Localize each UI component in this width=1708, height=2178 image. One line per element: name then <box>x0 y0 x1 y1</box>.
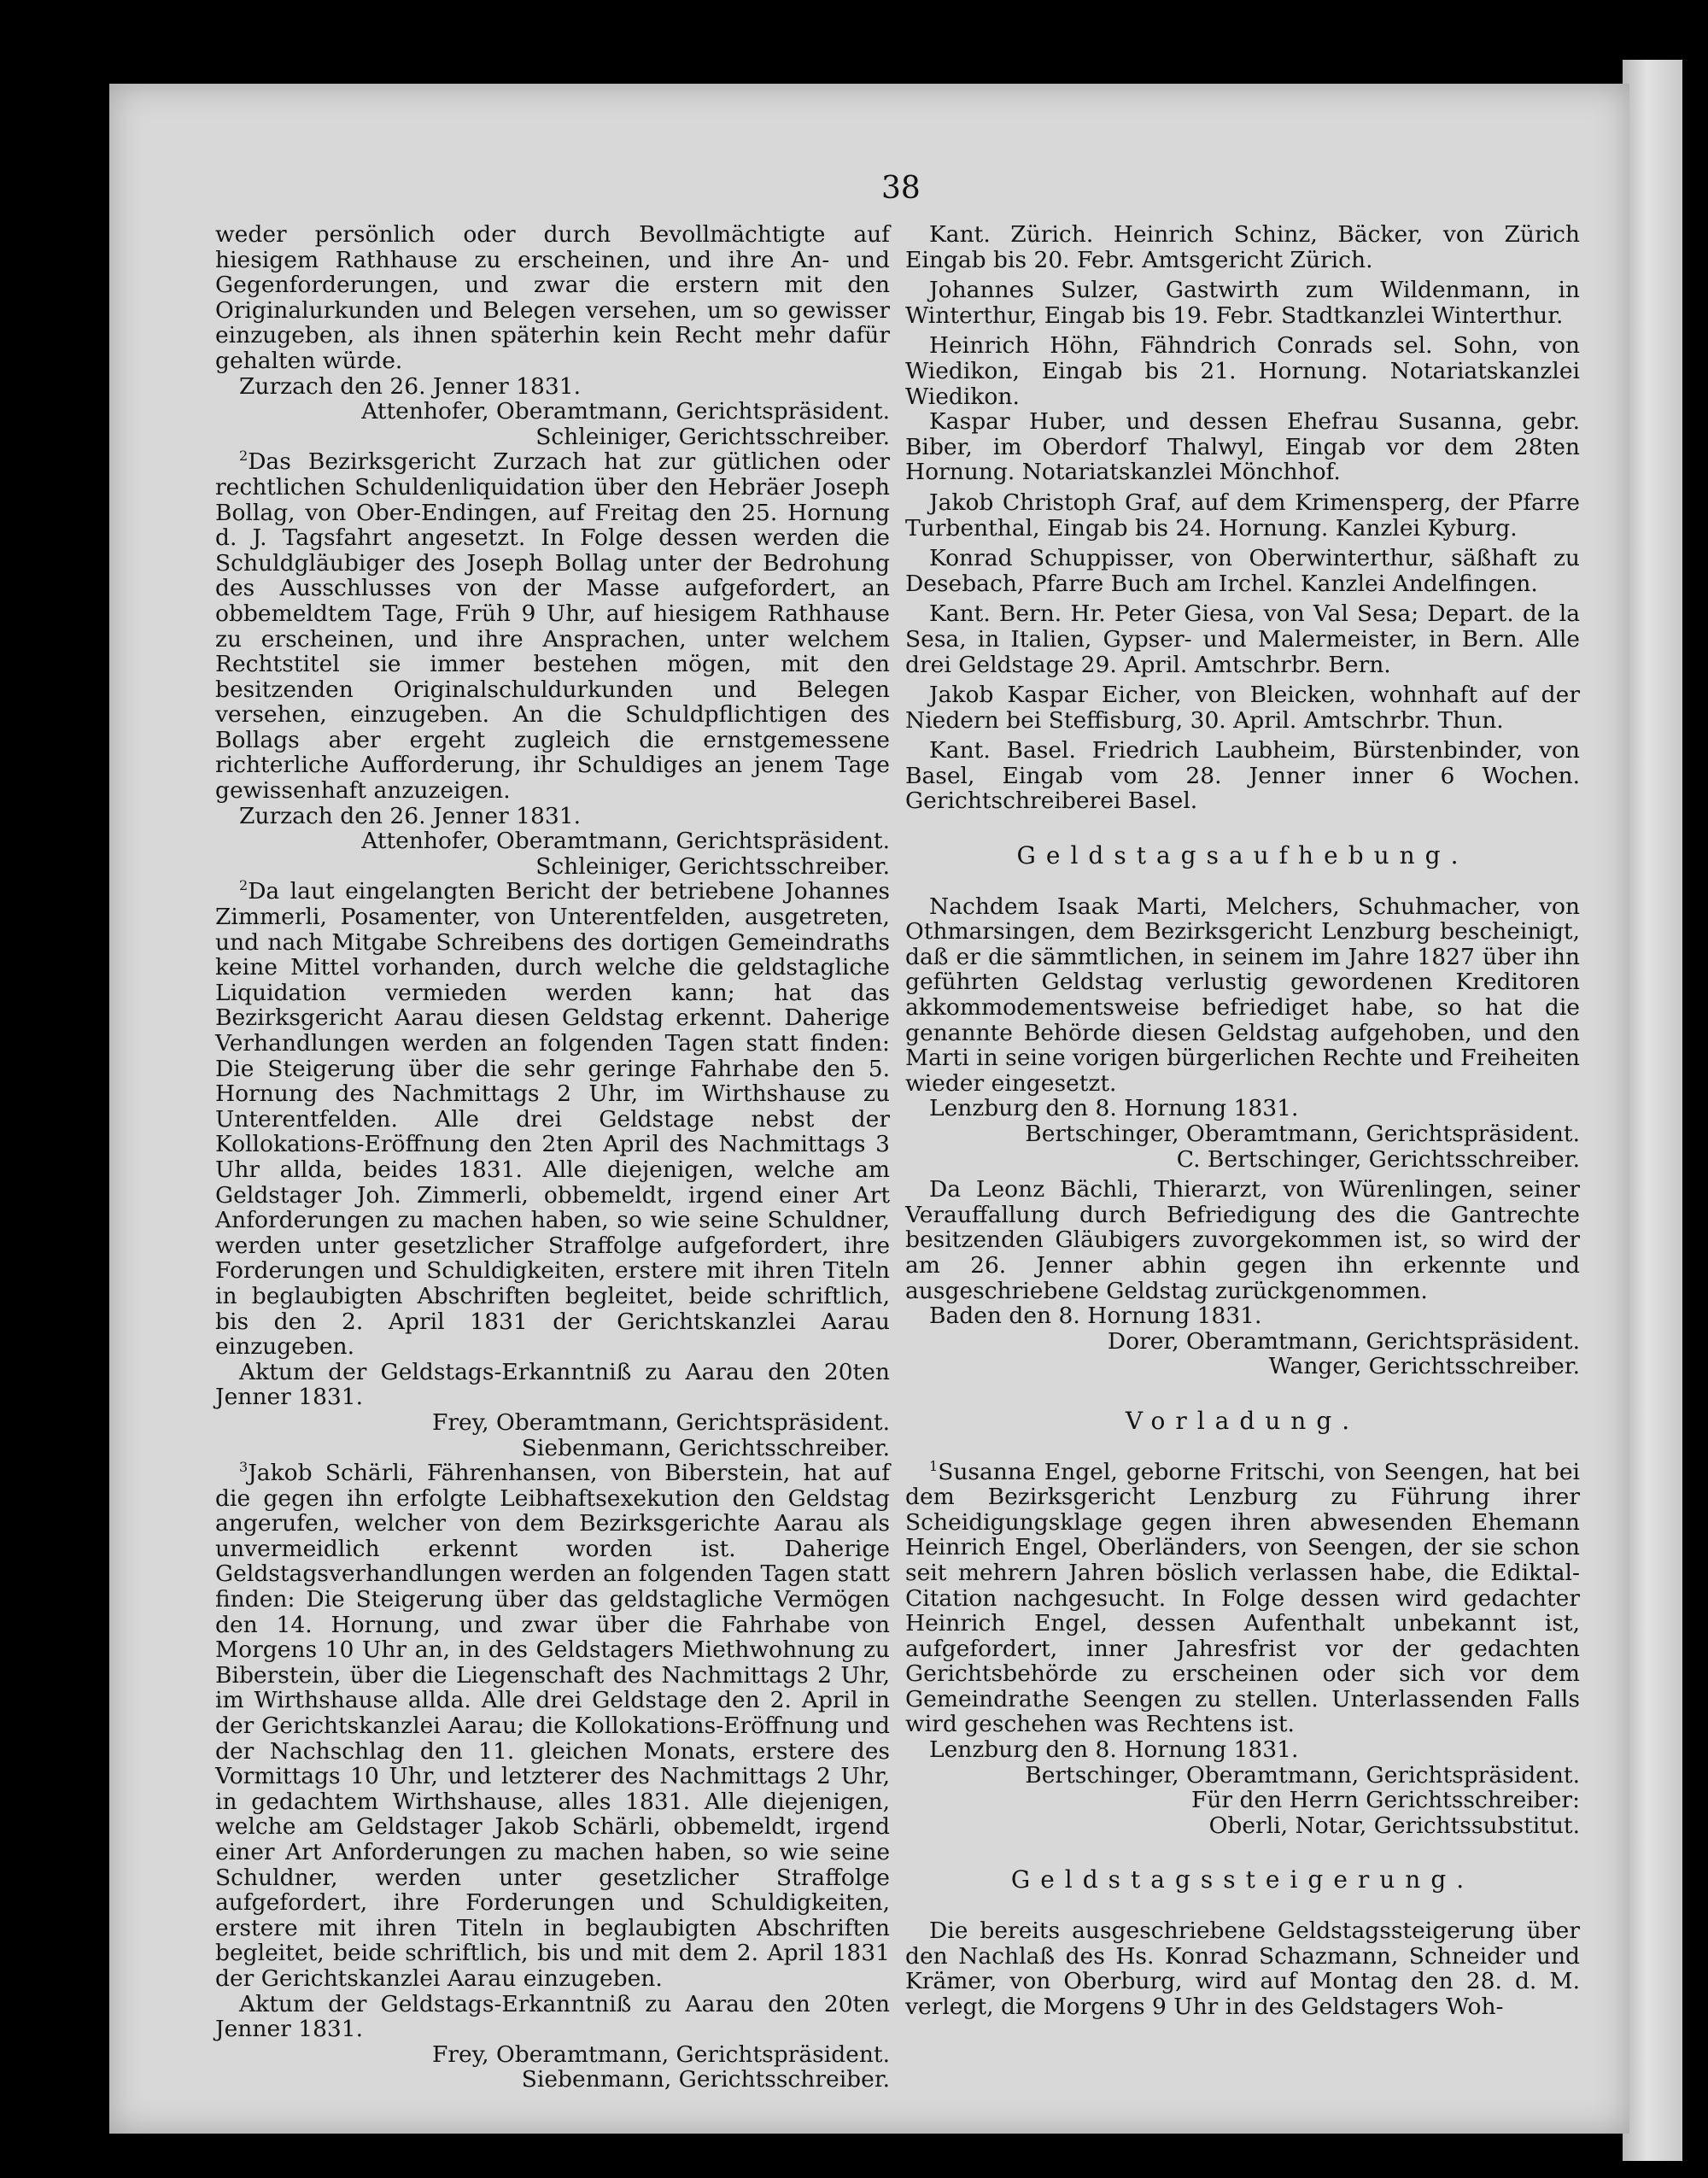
text: Aktum der Geldstags-Erkanntniß zu Aarau den 20ten Jenner 1831. <box>215 1990 890 2043</box>
text: Frey, Oberamtmann, Gerichtspräsident. <box>431 1408 890 1436</box>
text: Wanger, Gerichtsschreiber. <box>1268 1353 1580 1380</box>
notice-paragraph <box>905 1457 1580 1738</box>
notice-paragraph <box>215 449 890 803</box>
notice-signature <box>215 1410 890 1436</box>
page-number: 38 <box>881 171 921 206</box>
notice-signature <box>905 1329 1580 1355</box>
text: Kant. Bern. Hr. Peter Giesa, von Val Sesa; Depart. de la Sesa, in Italien, Gypser- und Malermeister, in Bern. Alle drei Geldstage 29. April. Amtschrbr. Bern. <box>905 600 1580 678</box>
notice-signature <box>905 1147 1580 1173</box>
notice-paragraph <box>905 601 1580 677</box>
notice-paragraph <box>905 222 1580 272</box>
text: Attenhofer, Oberamtmann, Gerichtspräsident. <box>361 828 890 855</box>
notice-paragraph <box>905 682 1580 733</box>
text: Bertschinger, Oberamtmann, Gerichtspräsident. <box>1025 1121 1580 1147</box>
section-heading <box>905 1408 1580 1434</box>
notice-signature <box>905 1788 1580 1813</box>
text: Susanna Engel, geborne Fritschi, von Seengen, hat bei dem Bezirksgericht Lenzburg zu Führung ihrer Scheidigungsklage gegen ihren abwesenden Ehemann Heinrich Engel, Oberländers, von Seengen, der sie schon seit mehrern Jahren böslich verlassen habe, die Ediktal-Citation nachgesucht. In Folge dessen wird gedachter Heinrich Engel, dessen Aufenthalt unbekannt ist, aufgefordert, inner Jahresfrist vor der gedachten Gerichtsbehörde zu erscheinen oder sich vor dem Gemeindrathe Seengen zu stellen. Unterlassenden Falls wird geschehen was Rechtens ist. <box>905 1458 1580 1738</box>
notice-paragraph <box>905 546 1580 596</box>
notice-paragraph <box>215 1461 890 1991</box>
notice-dateline <box>215 804 890 829</box>
text: Vorladung. <box>1125 1406 1360 1435</box>
text: Johannes Sulzer, Gastwirth zum Wildenmann, in Winterthur, Eingab bis 19. Febr. Stadtkanzlei Winterthur. <box>905 277 1580 329</box>
notice-signature <box>215 1436 890 1461</box>
notice-dateline <box>215 1360 890 1410</box>
notice-dateline <box>215 374 890 400</box>
notice-dateline <box>215 1992 890 2042</box>
text: Zurzach den 26. Jenner 1831. <box>239 802 582 829</box>
text: Siebenmann, Gerichtsschreiber. <box>521 1434 890 1461</box>
text: Das Bezirksgericht Zurzach hat zur gütlichen oder rechtlichen Schuldenliquidation über den Hebräer Joseph Bollag, von Ober-Endingen, auf Freitag den 25. Hornung d. J. Tagsfahrt angesetzt. In Folge dessen werden die Schuldgläubiger des Joseph Bollag unter der Bedrohung des Ausschlusses von der Masse aufgefordert, an obbemeldtem Tage, Früh 9 Uhr, auf hiesigem Rathhause zu erscheinen, und ihre Ansprachen, unter welchem Rechtstitel sie immer bestehen mögen, mit den besitzenden Originalschuldurkunden und Belegen versehen, einzugeben. An die Schuldpflichtigen des Bollags aber ergeht zugleich die ernstgemessene richterliche Aufforderung, ihr Schuldiges an jenem Tage gewissenhaft anzuzeigen. <box>215 448 890 805</box>
text: Schleiniger, Gerichtsschreiber. <box>535 423 890 450</box>
notice-signature <box>905 1354 1580 1379</box>
text: Siebenmann, Gerichtsschreiber. <box>521 2066 890 2093</box>
notice-signature <box>215 2042 890 2068</box>
footnote-marker: 2 <box>239 877 249 894</box>
left-column <box>215 222 890 2093</box>
notice-signature <box>215 2067 890 2093</box>
text: Jakob Kaspar Eicher, von Bleicken, wohnhaft auf der Niedern bei Steffisburg, 30. April. Amtschrbr. Thun. <box>905 682 1580 734</box>
text: Kant. Zürich. Heinrich Schinz, Bäcker, von Zürich Eingab bis 20. Febr. Amtsgericht Zürich. <box>905 221 1580 273</box>
notice-signature <box>215 854 890 880</box>
text: Für den Herrn Gerichtsschreiber: <box>1190 1787 1580 1814</box>
notice-paragraph <box>905 1918 1580 2019</box>
next-page-edge <box>1623 60 1682 2161</box>
notice-paragraph <box>905 894 1580 1097</box>
text: Baden den 8. Hornung 1831. <box>929 1303 1262 1330</box>
text: weder persönlich oder durch Bevollmächtigte auf hiesigem Rathhause zu erscheinen, und ihre An- und Gegenforderungen, und zwar die erstern mit den Originalurkunden und Belegen versehen, um so gewisser einzugeben, als ihnen späterhin kein Recht mehr dafür gehalten würde. <box>215 221 890 374</box>
notice-dateline <box>905 1303 1580 1329</box>
text: Lenzburg den 8. Hornung 1831. <box>929 1095 1299 1122</box>
text: Frey, Oberamtmann, Gerichtspräsident. <box>431 2040 890 2068</box>
notice-paragraph <box>215 879 890 1359</box>
text: Zurzach den 26. Jenner 1831. <box>239 372 582 400</box>
notice-paragraph <box>905 333 1580 409</box>
text: Kaspar Huber, und dessen Ehefrau Susanna, gebr. Biber, im Oberdorf Thalwyl, Eingab vor dem 28ten Hornung. Notariatskanzlei Mönchhof. <box>905 408 1580 486</box>
footnote-marker: 2 <box>239 448 249 465</box>
text: Attenhofer, Oberamtmann, Gerichtspräsident. <box>361 398 890 425</box>
notice-paragraph <box>905 738 1580 814</box>
text: Da Leonz Bächli, Thierarzt, von Würenlingen, seiner Verauffallung durch Befriedigung des die Gantrechte besitzenden Gläubigers zuvorgekommen ist, so wird der am 26. Jenner abhin gegen ihn erkennte und ausgeschriebene Geldstag zurückgenommen. <box>905 1176 1580 1304</box>
text: C. Bertschinger, Gerichtsschreiber. <box>1176 1145 1580 1173</box>
notice-paragraph <box>905 490 1580 541</box>
text: Nachdem Isaak Marti, Melchers, Schuhmacher, von Othmarsingen, dem Bezirksgericht Lenzburg bescheinigt, daß er die sämmtlichen, in seinem im Jahre 1827 über ihn geführten Geldstag verlustig gewordenen Kreditoren akkommodementsweise befriediget habe, so hat die genannte Behörde diesen Geldstag aufgehoben, und den Marti in seine vorigen bürgerlichen Rechte und Freiheiten wieder eingesetzt. <box>905 893 1580 1097</box>
notice-signature <box>215 424 890 450</box>
notice-signature <box>905 1813 1580 1839</box>
text: Dorer, Oberamtmann, Gerichtspräsident. <box>1107 1327 1580 1355</box>
notice-paragraph <box>905 409 1580 485</box>
right-column <box>905 222 1580 2019</box>
text: Geldstagsaufhebung. <box>1016 841 1469 870</box>
text: Aktum der Geldstags-Erkanntniß zu Aarau den 20ten Jenner 1831. <box>215 1358 890 1411</box>
text: Lenzburg den 8. Hornung 1831. <box>929 1736 1299 1764</box>
text: Kant. Basel. Friedrich Laubheim, Bürstenbinder, von Basel, Eingab vom 28. Jenner inner 6 Wochen. Gerichtschreiberei Basel. <box>905 737 1580 815</box>
text: Oberli, Notar, Gerichtssubstitut. <box>1208 1812 1580 1839</box>
section-heading <box>905 843 1580 869</box>
text: Jakob Schärli, Fährenhansen, von Biberstein, hat auf die gegen ihn erfolgte Leibhaftsexekution den Geldstag angerufen, welcher von dem Bezirksgerichte Aarau als unvermeidlich erkennt worden ist. Daherige Geldstagsverhandlungen werden an folgenden Tagen statt finden: Die Steigerung über das geldstagliche Vermögen den 14. Hornung, und zwar über die Fahrhabe von Morgens 10 Uhr an, in des Geldstagers Miethwohnung zu Biberstein, über die Liegenschaft des Nachmittags 2 Uhr, im Wirthshause allda. Alle drei Geldstage den 2. April in der Gerichtskanzlei Aarau; die Kollokations-Eröffnung und der Nachschlag den 11. gleichen Monats, erstere des Vormittags 10 Uhr, und letzterer des Nachmittags 2 Uhr, in gedachtem Wirthshause, alles 1831. Alle diejenigen, welche am Geldstager Jakob Schärli, obbemeldt, irgend einer Art Anforderungen zu machen haben, so wie seine Schuldner, werden unter gesetzlicher Straffolge aufgefordert, ihre Forderungen und Schuldigkeiten, erstere mit ihren Titeln in beglaubigten Abschriften begleitet, beide schriftlich, bis und mit dem 2. April 1831 der Gerichtskanzlei Aarau einzugeben. <box>215 1460 890 1992</box>
footnote-marker: 3 <box>239 1459 249 1476</box>
text: Schleiniger, Gerichtsschreiber. <box>535 852 890 880</box>
notice-paragraph <box>215 222 890 374</box>
notice-signature <box>905 1763 1580 1789</box>
notice-dateline <box>905 1096 1580 1121</box>
text: Die bereits ausgeschriebene Geldstagssteigerung über den Nachlaß des Hs. Konrad Schazmann, Schneider und Krämer, von Oberburg, wird auf Montag den 28. d. M. verlegt, die Morgens 9 Uhr in des Geldstagers Woh- <box>905 1917 1580 2020</box>
text: Bertschinger, Oberamtmann, Gerichtspräsident. <box>1025 1761 1580 1789</box>
notice-signature <box>905 1121 1580 1147</box>
text: Heinrich Höhn, Fähndrich Conrads sel. Sohn, von Wiedikon, Eingab bis 21. Hornung. Notariatskanzlei Wiedikon. <box>905 332 1580 410</box>
notice-signature <box>215 399 890 424</box>
notice-dateline <box>905 1737 1580 1763</box>
text: Da laut eingelangten Bericht der betriebene Johannes Zimmerli, Posamenter, von Unterentfelden, ausgetreten, und nach Mitgabe Schreibens des dortigen Gemeindraths keine Mittel vorhanden, durch welche die geldstagliche Liquidation vermieden werden kann; hat das Bezirksgericht Aarau diesen Geldstag erkennt. Daherige Verhandlungen werden an folgenden Tagen statt finden: Die Steigerung über die sehr geringe Fahrhabe den 5. Hornung des Nachmittags 2 Uhr, im Wirthshause zu Unterentfelden. Alle drei Geldstage nebst der Kollokations-Eröffnung den 2ten April des Nachmittags 3 Uhr allda, beides 1831. Alle diejenigen, welche am Geldstager Joh. Zimmerli, obbemeldt, irgend einer Art Anforderungen zu machen haben, so wie seine Schuldner, werden unter gesetzlicher Straffolge aufgefordert, ihre Forderungen und Schuldigkeiten, erstere mit ihren Titeln in beglaubigten Abschriften begleitet, beide schriftlich, bis den 2. April 1831 der Gerichtskanzlei Aarau einzugeben. <box>215 878 890 1361</box>
notice-paragraph <box>905 1177 1580 1303</box>
text: Konrad Schuppisser, von Oberwinterthur, säßhaft zu Desebach, Pfarre Buch am Irchel. Kanzlei Andelfingen. <box>905 545 1580 597</box>
text: Jakob Christoph Graf, auf dem Krimensperg, der Pfarre Turbenthal, Eingab bis 24. Hornung. Kanzlei Kyburg. <box>905 489 1580 542</box>
text: Geldstagssteigerung. <box>1010 1865 1475 1894</box>
footnote-marker: 1 <box>929 1457 939 1474</box>
notice-paragraph <box>905 278 1580 328</box>
notice-signature <box>215 828 890 854</box>
section-heading <box>905 1867 1580 1893</box>
